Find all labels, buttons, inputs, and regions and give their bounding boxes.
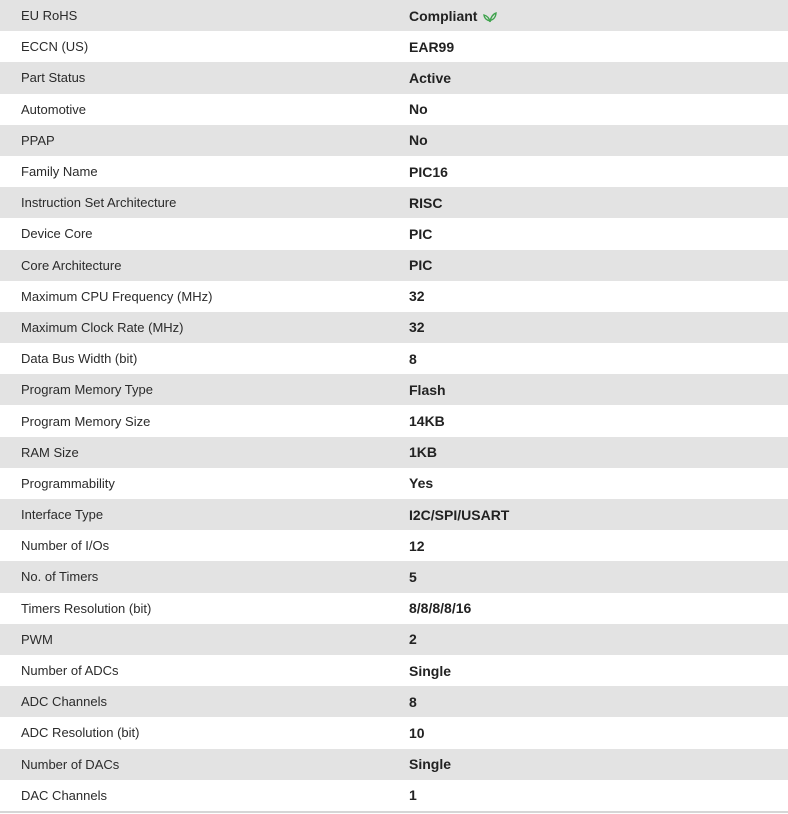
spec-label: ADC Channels: [21, 694, 107, 710]
spec-value-text: 8: [409, 693, 417, 710]
spec-value: [396, 94, 788, 125]
spec-value: [396, 374, 788, 405]
leaf-icon: [483, 11, 497, 23]
spec-value: [396, 187, 788, 218]
spec-value: [396, 530, 788, 561]
spec-row-no-of-timers: [0, 561, 788, 592]
spec-row-eccn-us: [0, 31, 788, 62]
spec-label: Instruction Set Architecture: [21, 195, 177, 211]
spec-value-text: RISC: [409, 194, 443, 211]
spec-label: Automotive: [21, 101, 87, 117]
spec-value-text: PIC: [409, 225, 433, 242]
spec-label: Interface Type: [21, 507, 104, 523]
spec-label: Number of DACs: [21, 756, 120, 772]
spec-value: [396, 312, 788, 343]
spec-value-text: Compliant: [409, 7, 478, 24]
spec-value: [396, 686, 788, 717]
spec-value-text: 8: [409, 350, 417, 367]
spec-label: DAC Channels: [21, 787, 107, 803]
spec-value: [396, 250, 788, 281]
spec-value-text: 32: [409, 319, 425, 336]
spec-value: [396, 561, 788, 592]
spec-value-text: Yes: [409, 475, 434, 492]
spec-value: [396, 437, 788, 468]
spec-value: [396, 405, 788, 436]
spec-value: [396, 31, 788, 62]
spec-value-text: 12: [409, 537, 425, 554]
spec-value-text: PIC16: [409, 163, 448, 180]
spec-value-text: Flash: [409, 381, 446, 398]
spec-label: Family Name: [21, 164, 98, 180]
spec-value: [396, 0, 788, 31]
spec-value: [396, 218, 788, 249]
spec-row-family-name: [0, 156, 788, 187]
spec-value-text: No: [409, 101, 428, 118]
spec-label: Program Memory Size: [21, 413, 151, 429]
spec-label: RAM Size: [21, 444, 79, 460]
spec-row-automotive: [0, 94, 788, 125]
spec-label: Number of I/Os: [21, 538, 110, 554]
spec-row-adc-channels: [0, 686, 788, 717]
spec-value: [396, 62, 788, 93]
spec-label: Core Architecture: [21, 257, 122, 273]
spec-label: Number of ADCs: [21, 663, 119, 679]
spec-row-ppap: [0, 125, 788, 156]
spec-row-maximum-cpu-frequency-mhz: [0, 281, 788, 312]
spec-row-core-architecture: [0, 250, 788, 281]
spec-value: [396, 499, 788, 530]
spec-value: [396, 343, 788, 374]
spec-row-number-of-adcs: [0, 655, 788, 686]
table-bottom-divider: [0, 811, 788, 813]
spec-row-timers-resolution-bit: [0, 593, 788, 624]
spec-label: Maximum Clock Rate (MHz): [21, 319, 184, 335]
spec-row-maximum-clock-rate-mhz: [0, 312, 788, 343]
spec-value-text: 2: [409, 631, 417, 648]
spec-value: [396, 780, 788, 811]
spec-value: [396, 655, 788, 686]
spec-row-instruction-set-architecture: [0, 187, 788, 218]
spec-value-text: 1: [409, 787, 417, 804]
spec-label: Device Core: [21, 226, 93, 242]
spec-row-programmability: [0, 468, 788, 499]
spec-row-eu-rohs: [0, 0, 788, 31]
spec-value-text: 8/8/8/8/16: [409, 600, 472, 617]
spec-row-interface-type: [0, 499, 788, 530]
spec-label: PPAP: [21, 132, 55, 148]
spec-value-text: 5: [409, 568, 417, 585]
spec-label: PWM: [21, 631, 53, 647]
spec-value-text: Single: [409, 662, 452, 679]
spec-value-text: Active: [409, 69, 452, 86]
spec-value-text: 1KB: [409, 444, 438, 461]
spec-value: [396, 624, 788, 655]
spec-value: [396, 125, 788, 156]
spec-value: [396, 593, 788, 624]
spec-value: [396, 468, 788, 499]
spec-value-text: PIC: [409, 257, 433, 274]
spec-value-text: 32: [409, 288, 425, 305]
spec-label: EU RoHS: [21, 8, 78, 24]
spec-row-program-memory-type: [0, 374, 788, 405]
spec-row-adc-resolution-bit: [0, 717, 788, 748]
spec-label: Program Memory Type: [21, 382, 153, 398]
spec-row-number-of-i-os: [0, 530, 788, 561]
spec-label: No. of Timers: [21, 569, 99, 585]
spec-value-text: I2C/SPI/USART: [409, 506, 510, 523]
spec-value-text: Single: [409, 756, 452, 773]
spec-row-part-status: [0, 62, 788, 93]
spec-value: [396, 156, 788, 187]
spec-value: [396, 749, 788, 780]
spec-value-text: EAR99: [409, 38, 455, 55]
spec-value: [396, 281, 788, 312]
spec-row-device-core: [0, 218, 788, 249]
spec-label: Part Status: [21, 70, 86, 86]
spec-row-program-memory-size: [0, 405, 788, 436]
spec-value-text: No: [409, 132, 428, 149]
spec-label: Timers Resolution (bit): [21, 600, 152, 616]
spec-label: Maximum CPU Frequency (MHz): [21, 288, 213, 304]
spec-row-number-of-dacs: [0, 749, 788, 780]
spec-value-text: 10: [409, 724, 425, 741]
spec-row-pwm: [0, 624, 788, 655]
spec-row-data-bus-width-bit: [0, 343, 788, 374]
spec-row-ram-size: [0, 437, 788, 468]
spec-value: [396, 717, 788, 748]
spec-label: Data Bus Width (bit): [21, 351, 138, 367]
spec-label: ECCN (US): [21, 39, 89, 55]
spec-label: Programmability: [21, 475, 115, 491]
spec-row-dac-channels: [0, 780, 788, 811]
spec-label: ADC Resolution (bit): [21, 725, 140, 741]
spec-value-text: 14KB: [409, 413, 445, 430]
